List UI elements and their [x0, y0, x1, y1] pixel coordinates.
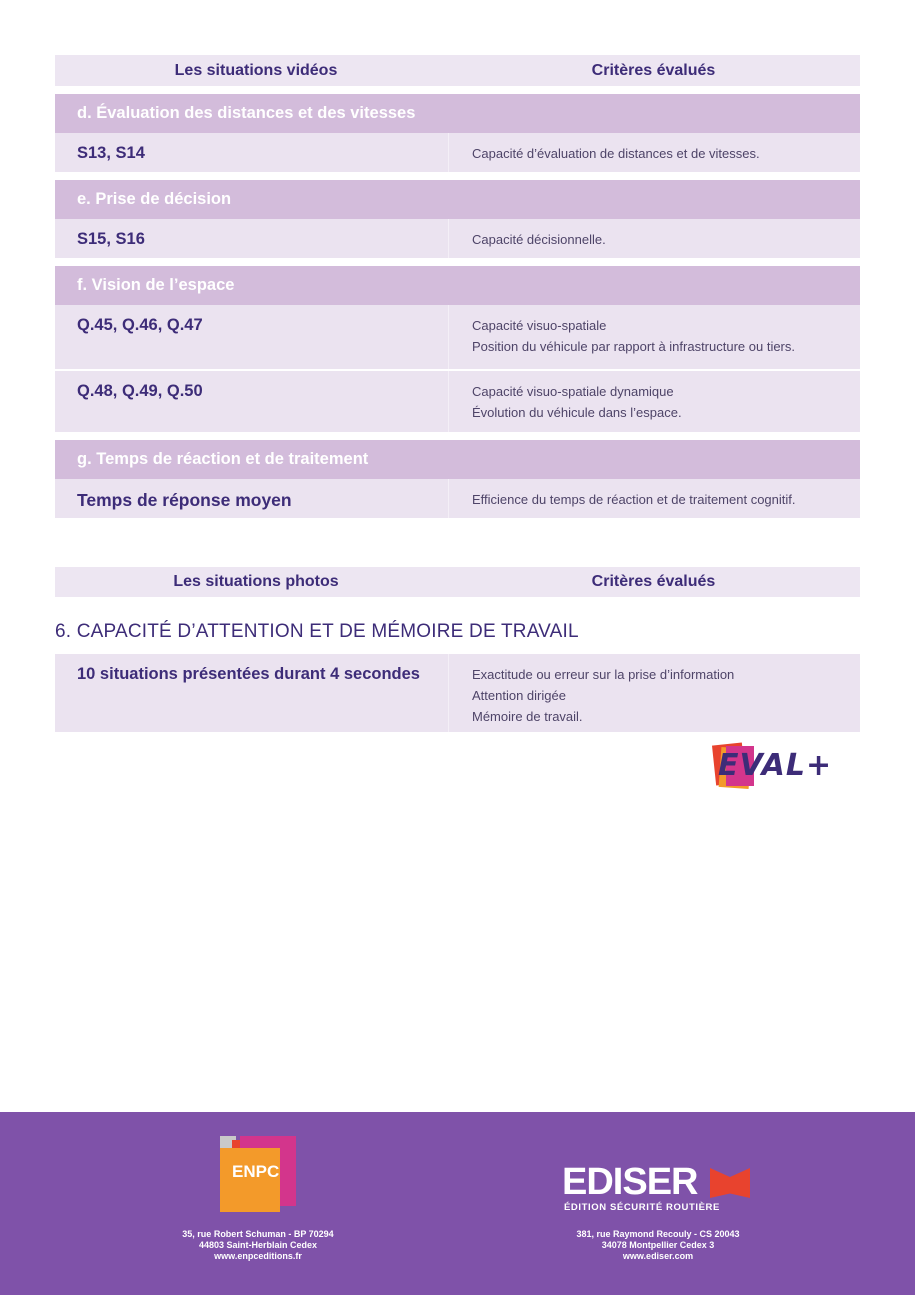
ediser-tagline: ÉDITION SÉCURITÉ ROUTIÈRE	[564, 1202, 720, 1213]
header-criteria: Critères évalués	[591, 61, 716, 79]
table-row	[55, 219, 860, 258]
section-e-title: e. Prise de décision	[55, 180, 860, 219]
enpc-logo	[218, 1134, 298, 1214]
section-g-title: g. Temps de réaction et de traitement	[55, 440, 860, 479]
row-criteria: Capacité décisionnelle.	[448, 219, 860, 258]
table-row	[55, 133, 860, 172]
row-criteria: Capacité visuo-spatiale dynamique Évolution du véhicule dans l’espace.	[448, 371, 860, 432]
ediser-logo-text: EDISER	[562, 1161, 698, 1203]
row-label: 10 situations présentées durant 4 secondes	[77, 665, 420, 683]
footer	[0, 1112, 915, 1295]
row-criteria: Capacité visuo-spatiale Position du véhicule par rapport à infrastructure ou tiers.	[448, 305, 860, 369]
row-criteria: Capacité d’évaluation de distances et de vitesses.	[448, 133, 860, 172]
section-d-title: d. Évaluation des distances et des vitesses	[55, 94, 860, 133]
row-criteria: Exactitude ou erreur sur la prise d’information Attention dirigée Mémoire de travail.	[448, 654, 860, 732]
row-label: Q.48, Q.49, Q.50	[77, 382, 203, 400]
video-criteria-table	[55, 55, 860, 518]
enpc-logo-text: ENPC	[232, 1162, 280, 1181]
ediser-logo	[560, 1162, 760, 1222]
photo-row-block	[55, 654, 860, 732]
table-row	[55, 371, 860, 432]
eval-logo-text: EVAL+	[718, 748, 833, 783]
table-header	[55, 55, 860, 86]
section-f-title: f. Vision de l’espace	[55, 266, 860, 305]
book-icon	[710, 1168, 750, 1198]
table-row	[55, 305, 860, 369]
header-situations: Les situations photos	[173, 573, 339, 590]
row-criteria: Efficience du temps de réaction et de traitement cognitif.	[448, 479, 860, 518]
row-label: Q.45, Q.46, Q.47	[77, 316, 203, 334]
table-row	[55, 479, 860, 518]
row-label: S15, S16	[77, 230, 145, 248]
row-label: Temps de réponse moyen	[77, 490, 292, 510]
ediser-address: 381, rue Raymond Recouly - CS 20043 34078 Montpellier Cedex 3 www.ediser.com	[576, 1229, 740, 1261]
table-row	[55, 654, 860, 732]
header-criteria: Critères évalués	[591, 573, 716, 590]
enpc-address: 35, rue Robert Schuman - BP 70294 44803 Saint-Herblain Cedex www.enpceditions.fr	[182, 1229, 334, 1261]
eval-plus-logo	[710, 742, 860, 792]
photo-criteria-table	[55, 567, 860, 597]
header-situations: Les situations vidéos	[174, 61, 338, 79]
section-6-title: 6. CAPACITÉ D’ATTENTION ET DE MÉMOIRE DE TRAVAIL	[55, 621, 579, 642]
row-label: S13, S14	[77, 144, 145, 162]
table-header	[55, 567, 860, 597]
